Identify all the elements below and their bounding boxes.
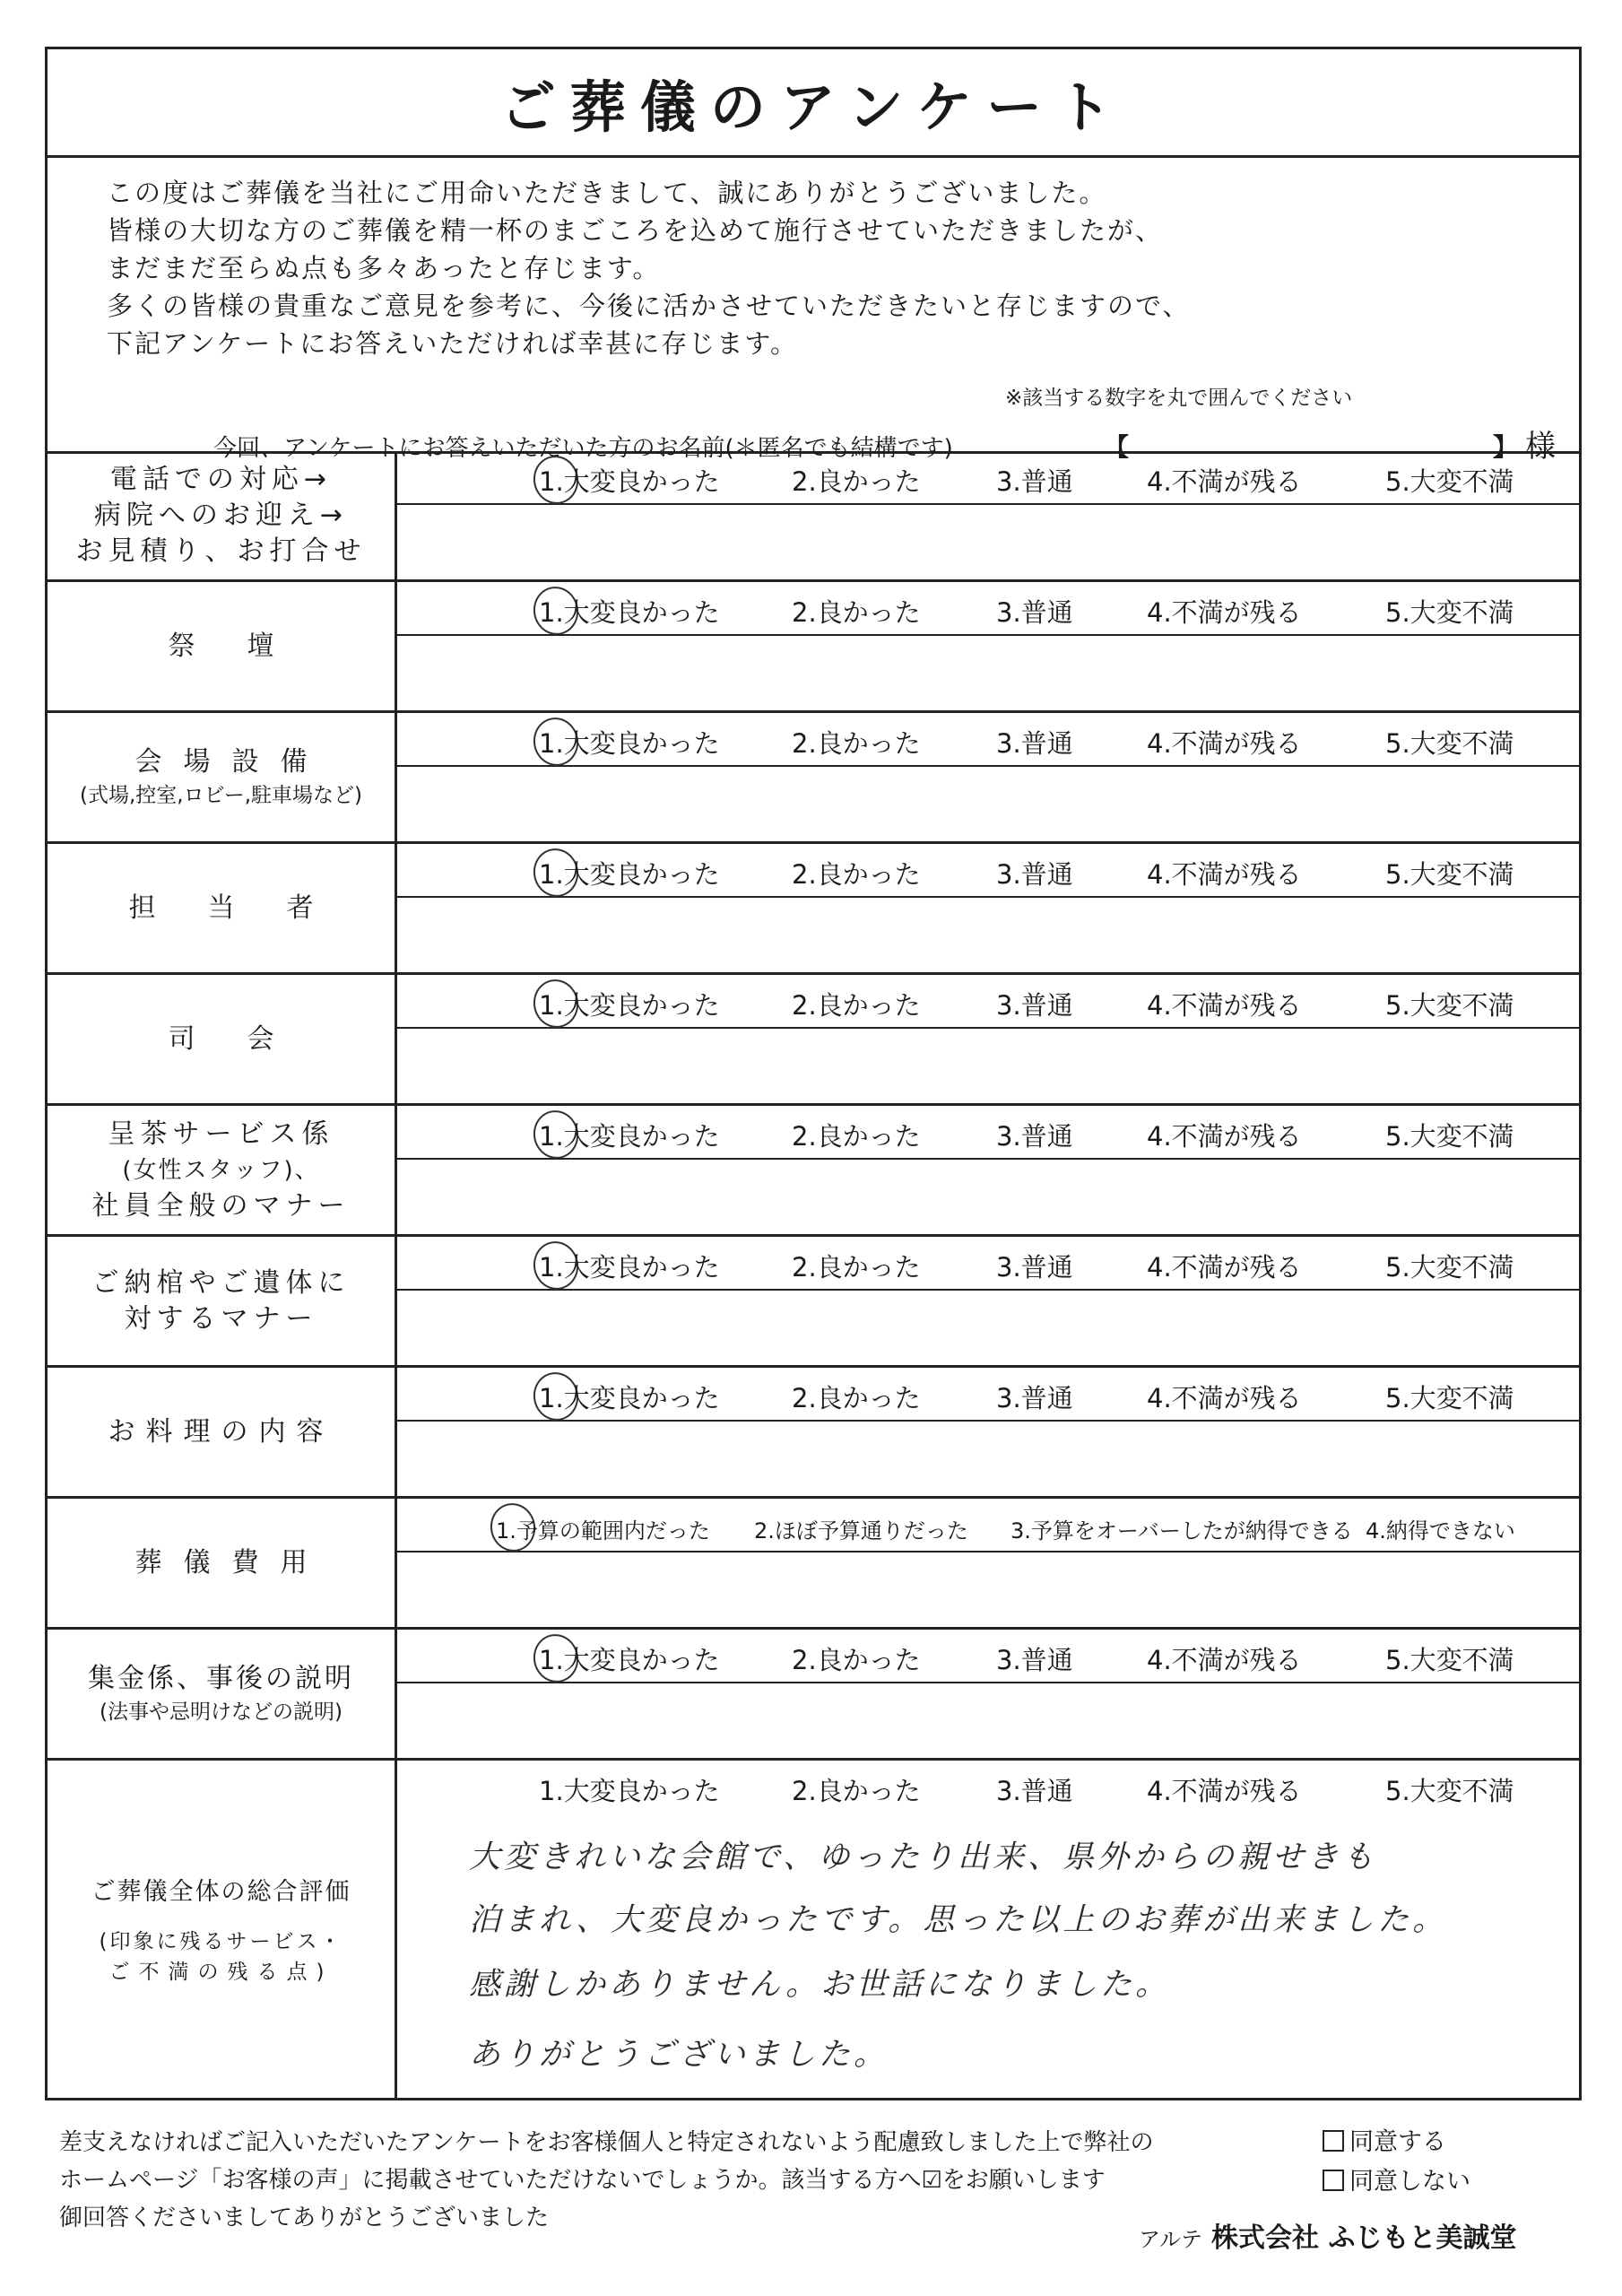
option-1[interactable]: 1.大変良かった [539, 1383, 720, 1413]
option-1[interactable]: 1.大変良かった [539, 859, 720, 890]
label-line: 集金係、事後の説明 [88, 1662, 354, 1694]
intro-line: まだまだ至らぬ点も多々あったと存じます。 [107, 253, 661, 283]
label-line: 会場設備 [134, 745, 329, 778]
option-3[interactable]: 3.普通 [996, 1121, 1073, 1152]
question-label [48, 713, 397, 841]
option-5[interactable]: 5.大変不満 [1385, 1776, 1514, 1806]
option-2[interactable]: 2.良かった [792, 1645, 921, 1675]
option-5[interactable]: 5.大変不満 [1385, 990, 1514, 1021]
question-row-phone [48, 451, 1579, 582]
question-row-food [48, 1368, 1579, 1499]
question-label [48, 844, 397, 972]
consent-text: 差支えなければご記入いただいたアンケートをお客様個人と特定されないよう配慮致しました上で弊社の [59, 2129, 1154, 2156]
option-5[interactable]: 5.大変不満 [1385, 1383, 1514, 1413]
instruction-note: ※該当する数字を丸で囲んでください [1005, 387, 1353, 410]
handwritten-comment-line: 泊まれ、大変良かったです。思った以上のお葬が出来ました。 [469, 1902, 1448, 1938]
option-3[interactable]: 3.普通 [996, 466, 1073, 497]
question-label [48, 975, 397, 1103]
label-line: 祭壇 [168, 630, 326, 662]
cost-option-4[interactable]: 4.納得できない [1366, 1518, 1515, 1544]
question-label [48, 1630, 397, 1758]
option-4[interactable]: 4.不満が残る [1147, 1645, 1302, 1675]
rating-options [397, 1106, 1582, 1160]
option-3[interactable]: 3.普通 [996, 859, 1073, 890]
question-label [48, 1761, 397, 2100]
option-4[interactable]: 4.不満が残る [1147, 859, 1302, 890]
option-4[interactable]: 4.不満が残る [1147, 1383, 1302, 1413]
question-row-encoffining [48, 1237, 1579, 1368]
intro-line: 皆様の大切な方のご葬儀を精一杯のまごころを込めて施行させていただきましたが、 [107, 215, 1164, 246]
label-line: 呈茶サービス係 [108, 1118, 334, 1150]
option-1[interactable]: 1.大変良かった [539, 728, 720, 759]
handwritten-comment-line: ありがとうございました。 [469, 2037, 889, 2073]
option-2[interactable]: 2.良かった [792, 1121, 921, 1152]
option-5[interactable]: 5.大変不満 [1385, 859, 1514, 890]
disagree-label: 同意しない [1349, 2168, 1470, 2196]
rating-options [397, 1237, 1582, 1291]
company-logo: アルテ [1139, 2227, 1203, 2252]
rating-options [397, 1761, 1582, 1814]
label-line: 担当者 [128, 891, 366, 924]
option-5[interactable]: 5.大変不満 [1385, 597, 1514, 628]
option-1[interactable]: 1.大変良かった [539, 1252, 720, 1283]
option-3[interactable]: 3.普通 [996, 990, 1073, 1021]
checkbox-icon[interactable] [1323, 2130, 1344, 2152]
option-2[interactable]: 2.良かった [792, 466, 921, 497]
option-1[interactable]: 1.大変良かった [539, 990, 720, 1021]
handwritten-comment-line: 感謝しかありません。お世話になりました。 [469, 1967, 1171, 2003]
name-label: 今回、アンケートにお答えいただいた方のお名前(＊匿名でも結構です) [213, 435, 953, 462]
rating-options [397, 1368, 1582, 1422]
question-label [48, 451, 397, 579]
option-3[interactable]: 3.普通 [996, 1383, 1073, 1413]
option-2[interactable]: 2.良かった [792, 597, 921, 628]
option-5[interactable]: 5.大変不満 [1385, 1252, 1514, 1283]
honorific-sama: 様 [1525, 429, 1556, 465]
option-2[interactable]: 2.良かった [792, 859, 921, 890]
question-row-mc [48, 975, 1579, 1106]
option-3[interactable]: 3.普通 [996, 1776, 1073, 1806]
rating-options [397, 1630, 1582, 1683]
question-row-billing [48, 1630, 1579, 1761]
question-label [48, 1237, 397, 1365]
option-2[interactable]: 2.良かった [792, 990, 921, 1021]
consent-text: 御回答くださいましてありがとうございました [59, 2205, 550, 2231]
label-subline: (式場,控室,ロビー,駐車場など) [80, 783, 362, 807]
label-line: お見積り、お打合せ [75, 535, 367, 567]
question-label [48, 1106, 397, 1234]
option-2[interactable]: 2.良かった [792, 728, 921, 759]
option-1[interactable]: 1.大変良かった [539, 597, 720, 628]
agree-checkbox[interactable] [1323, 2122, 1446, 2157]
option-1[interactable]: 1.大変良かった [539, 1645, 720, 1675]
label-line: お料理の内容 [108, 1415, 334, 1448]
option-4[interactable]: 4.不満が残る [1147, 728, 1302, 759]
option-4[interactable]: 4.不満が残る [1147, 1252, 1302, 1283]
option-3[interactable]: 3.普通 [996, 1645, 1073, 1675]
intro-section [48, 155, 1579, 465]
label-line: 葬儀費用 [134, 1546, 329, 1578]
option-5[interactable]: 5.大変不満 [1385, 728, 1514, 759]
handwritten-comment-line: 大変きれいな会館で、ゆったり出来、県外からの親せきも [469, 1839, 1377, 1875]
cost-option-2[interactable]: 2.ほぼ予算通りだった [754, 1518, 968, 1544]
cost-option-1[interactable]: 1.予算の範囲内だった [496, 1518, 710, 1544]
label-line: 社員全般のマナー [91, 1189, 351, 1222]
label-line: 病院へのお迎え→ [93, 499, 349, 531]
question-row-overall [48, 1761, 1579, 2100]
question-row-altar [48, 582, 1579, 713]
option-1[interactable]: 1.大変良かった [539, 1121, 720, 1152]
label-line: (女性スタッフ)、 [122, 1156, 320, 1184]
label-subline: ご不満の残る点) [108, 1960, 334, 1984]
option-2[interactable]: 2.良かった [792, 1252, 921, 1283]
rating-options [397, 713, 1582, 767]
option-3[interactable]: 3.普通 [996, 597, 1073, 628]
rating-options [397, 975, 1582, 1029]
label-line: 電話での対応→ [109, 463, 333, 495]
survey-form [45, 47, 1582, 2100]
question-label [48, 1499, 397, 1627]
company-name: 株式会社 ふじもと美誠堂 [1211, 2222, 1517, 2254]
intro-line: 多くの皆様の貴重なご意見を参考に、今後に活かさせていただきたいと存じますので、 [107, 291, 1191, 321]
page-title: ご葬儀のアンケート [48, 49, 1579, 158]
option-3[interactable]: 3.普通 [996, 1252, 1073, 1283]
intro-line: この度はご葬儀を当社にご用命いただきまして、誠にありがとうございました。 [107, 178, 1107, 208]
label-line: 司会 [168, 1022, 326, 1055]
label-line: ご葬儀全体の総合評価 [91, 1877, 351, 1906]
option-5[interactable]: 5.大変不満 [1385, 1645, 1514, 1675]
cost-options [397, 1499, 1582, 1552]
option-4[interactable]: 4.不満が残る [1147, 1776, 1302, 1806]
label-subline: (法事や忌明けなどの説明) [100, 1700, 343, 1724]
option-4[interactable]: 4.不満が残る [1147, 466, 1302, 497]
question-row-tea-service [48, 1106, 1579, 1237]
option-4[interactable]: 4.不満が残る [1147, 990, 1302, 1021]
option-5[interactable]: 5.大変不満 [1385, 1121, 1514, 1152]
option-2[interactable]: 2.良かった [792, 1383, 921, 1413]
intro-line: 下記アンケートにお答えいただければ幸甚に存じます。 [107, 328, 798, 359]
disagree-checkbox[interactable] [1323, 2161, 1470, 2196]
option-4[interactable]: 4.不満が残る [1147, 597, 1302, 628]
consent-text: ホームページ「お客様の声」に掲載させていただけないでしょうか。該当する方へ☑をお願いします [59, 2167, 1106, 2194]
rating-options [397, 844, 1582, 898]
question-row-staff [48, 844, 1579, 975]
label-line: ご納棺やご遺体に [91, 1266, 351, 1299]
question-row-cost [48, 1499, 1579, 1630]
rating-options [397, 582, 1582, 636]
option-2[interactable]: 2.良かった [792, 1776, 921, 1806]
label-subline: (印象に残るサービス・ [99, 1929, 343, 1953]
question-label [48, 582, 397, 710]
question-row-venue [48, 713, 1579, 844]
question-label [48, 1368, 397, 1496]
option-1[interactable]: 1.大変良かった [539, 1776, 720, 1806]
option-3[interactable]: 3.普通 [996, 728, 1073, 759]
label-line: 対するマナー [124, 1302, 318, 1335]
rating-options [397, 451, 1582, 505]
option-5[interactable]: 5.大変不満 [1385, 466, 1514, 497]
checkbox-icon[interactable] [1323, 2170, 1344, 2191]
company-footer [1139, 2215, 1517, 2255]
name-bracket-close: 】 [1493, 432, 1519, 462]
agree-label: 同意する [1349, 2128, 1446, 2156]
name-bracket-open: 【 [1104, 432, 1130, 462]
option-4[interactable]: 4.不満が残る [1147, 1121, 1302, 1152]
option-1[interactable]: 1.大変良かった [539, 466, 720, 497]
cost-option-3[interactable]: 3.予算をオーバーしたが納得できる [1010, 1518, 1353, 1544]
